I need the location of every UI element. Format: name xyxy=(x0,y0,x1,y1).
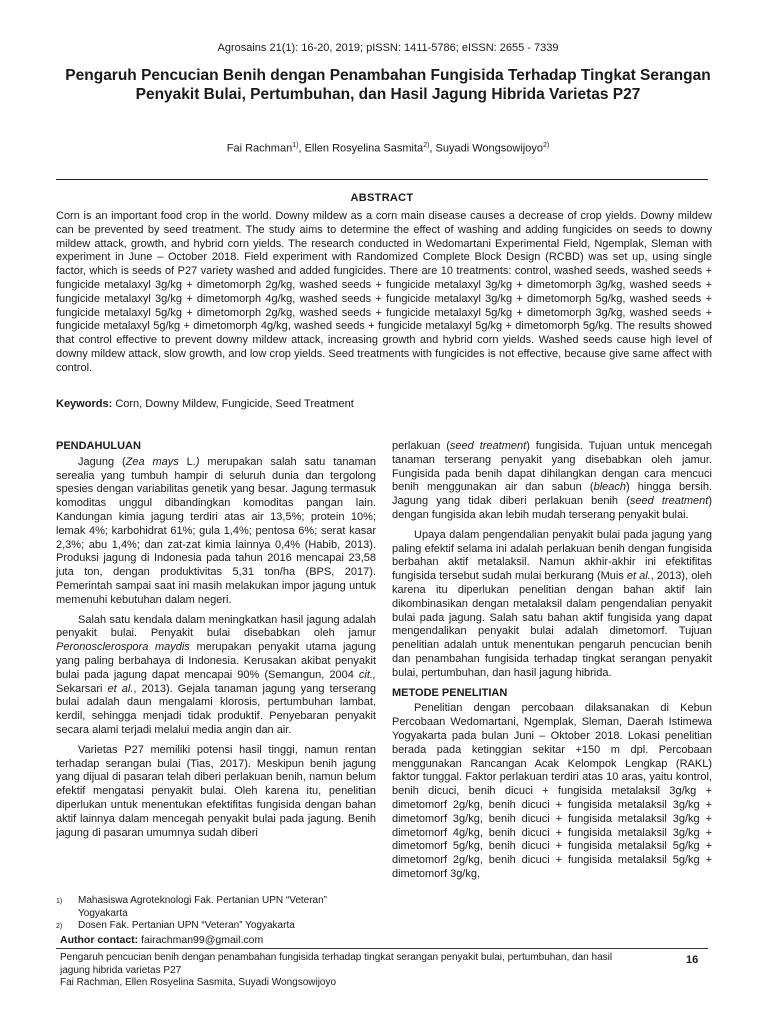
paragraph: Salah satu kendala dalam meningkatkan hasil jagung adalah penyakit bulai. Penyakit bulai disebabkan oleh jamur Peronosclerospora maydis merupakan penyakit utama jagung yang paling berbahaya di Indonesia. Kerusakan akibat penyakit bulai pada jagung dapat mencapai 90% (Semangun, 2004 cit., Sekarsari et al., 2013). Gejala tanaman jagung yang terserang bulai adalah daun mengalami klorosis, pertumbuhan lambat, kerdil, sehingga menjadi tidak produktif. Penyebaran penyakit secara alami terjadi melalui media angin dan air. xyxy=(56,613,376,736)
footnote: 1) Mahasiswa Agroteknologi Fak. Pertanian UPN “Veteran” Yogyakarta xyxy=(56,895,328,919)
keywords-label: Keywords: xyxy=(56,398,113,410)
author-name: Fai Rachman xyxy=(226,142,293,155)
section-heading-metode: METODE PENELITIAN xyxy=(392,686,508,699)
abstract-body: Corn is an important food crop in the world. Downy mildew as a corn main disease causes a decrease of crop yields. Downy mildew can be prevented by seed treatment. The study aims to determine the effect of washing and adding fungicides on seeds to downy mildew attack, growth, and hybrid corn yields. The research conducted in Wedomartani Experimental Field, Ngemplak, Sleman with experiment in June – October 2018. Field experiment with Randomized Complete Block Design (RCBD) was set up, using single factor, which is seeds of P27 variety washed and added fungicides. There are 10 treatments: control, washed seeds, washed seeds + fungicide metalaxyl 3g/kg + dimetomorph 2g/kg, washed seeds + fungicide metalaxyl 3g/kg + dimetomorph 3g/kg, washed seeds + fungicide metalaxyl 3g/kg + dimetomorph 4g/kg, washed seeds + fungicide metalaxyl 3g/kg + dimetomorph 5g/kg, washed seeds + fungicide metalaxyl 5g/kg + dimetomorph 2g/kg, washed seeds + fungicide metalaxyl 5g/kg + dimetomorph 3g/kg, washed seeds + fungicide metalaxyl 5g/kg + dimetomorph 4g/kg, washed seeds + fungicide metalaxyl 5g/kg + dimetomorph 5g/kg. The results showed that control effective to prevent downy mildew attack, increasing growth and hybrid corn yields. Washed seeds cause high level of downy mildew attack, slow growth, and low crop yields. Seed treatments with fungicides is not effective, because give same affect with control. xyxy=(56,210,712,374)
running-footer xyxy=(60,952,620,990)
paragraph: perlakuan (seed treatment) fungisida. Tujuan untuk mencegah tanaman terserang penyakit yang disebabkan oleh jamur. Fungisida pada benih dapat dihilangkan dengan cara mencuci benih menggunakan air dan sabun (bleach) hingga bersih. Jagung yang tidak diberi perlakuan benih (seed treatment) dengan fungisida akan lebih mudah terserang penyakit bulai. xyxy=(392,440,712,521)
page-number: 16 xyxy=(686,954,699,966)
paragraph: Upaya dalam pengendalian penyakit bulai pada jagung yang paling efektif selama ini adalah perlakuan benih dengan fungisida berbahan aktif metalaksil. Namun akhir-akhir ini efektifitas fungisida tersebut sudah mulai berkurang (Muis et al., 2013), oleh karena itu diperlukan penelitian dengan bahan aktif lain dikombinasikan dengan metalaksil dalam pengendalian penyakit bulai pada jagung. Salah satu bahan aktif fungisida yang dapat mengendalikan penyakit bulai adalah dimetomorf. Tujuan penelitian adalah untuk menentukan pengaruh pencucian benih dan penambahan fungisida terhadap tingkat serangan penyakit bulai, pertumbuhan, dan hasil jagung hibrida. xyxy=(392,528,712,679)
left-column xyxy=(56,440,376,846)
footnote: 2) Dosen Fak. Pertanian UPN “Veteran” Yogyakarta xyxy=(56,920,295,931)
author-email: fairachman99@gmail.com xyxy=(141,934,264,946)
abstract-heading: ABSTRACT xyxy=(350,192,414,204)
footer-authors: Fai Rachman, Ellen Rosyelina Sasmita, Suyadi Wongsowijoyo xyxy=(60,977,337,988)
affiliation-mark: 2) xyxy=(423,142,430,149)
author-name: Suyadi Wongsowijoyo xyxy=(435,142,543,155)
author-list: Fai Rachman$^{1)}$, Ellen Rosyelina Sasmita$^{2)}$, Suyadi Wongsowijoyo$^{2)}$ xyxy=(226,142,550,155)
footer-citation: Pengaruh pencucian benih dengan penambahan fungisida terhadap tingkat serangan penyakit bulai, pertumbuhan, dan hasil jagung hibrida varietas P27 xyxy=(60,952,613,976)
paragraph: Jagung (Zea mays L.) merupakan salah satu tanaman serealia yang tumbuh hampir di seluruh dunia dan tergolong spesies dengan variabilitas genetik yang besar. Jagung termasuk komoditas unggul dibandingkan komoditas pangan lain. Kandungan kimia jagung terdiri atas air 13,5%; protein 10%; lemak 4%; karbohidrat 61%; gula 1,4%; pentosa 6%; serat kasar 2,3%; abu 1,4%; dan zat-zat kimia lainnya 0,4% (Habib, 2013). Produksi jagung di Indonesia pada tahun 2016 mencapai 23,58 juta ton, dengan produktivitas 5,31 ton/ha (BPS, 2017). Pemerintah sampai saat ini masih melakukan impor jagung untuk memenuhi kebutuhan dalam negeri. xyxy=(56,455,376,606)
section-heading-pendahuluan: PENDAHULUAN xyxy=(56,440,141,452)
affiliation-mark: 1) xyxy=(292,142,299,149)
journal-citation-line: Agrosains 21(1): 16-20, 2019; pISSN: 1411-5786; eISSN: 2655 - 7339 xyxy=(217,42,559,54)
footnotes xyxy=(56,895,376,934)
footer-divider xyxy=(56,948,708,949)
author-name: Ellen Rosyelina Sasmita xyxy=(304,142,424,155)
author-contact xyxy=(60,934,263,946)
paper-title: Pengaruh Pencucian Benih dengan Penambahan Fungisida Terhadap Tingkat Serangan Penyakit Bulai, Pertumbuhan, dan Hasil Jagung Hibrida Varietas P27 xyxy=(65,67,711,103)
keywords-line xyxy=(56,398,712,410)
paragraph: Varietas P27 memiliki potensi hasil tinggi, namun rentan terhadap serangan bulai (Tias, 2017). Meskipun benih jagung yang dijual di pasaran telah diberi perlakuan benih, namun belum efektif mengatasi penyakit bulai. Oleh karena itu, penelitian diperlukan untuk menentukan efektifitas fungisida dengan bahan aktif lainnya dalam mencegah penyakit bulai pada jagung. Benih jagung di pasaran umumnya sudah diberi xyxy=(56,743,376,839)
header-divider xyxy=(56,179,708,180)
affiliation-mark: 2) xyxy=(542,142,550,149)
keywords-list: Corn, Downy Mildew, Fungicide, Seed Treatment xyxy=(115,398,354,410)
author-contact-label: Author contact: xyxy=(60,934,139,946)
right-column xyxy=(392,440,712,888)
paragraph: Penelitian dengan percobaan dilaksanakan di Kebun Percobaan Wedomartani, Ngemplak, Sleman, Daerah Istimewa Yogyakarta pada bulan Juni – Oktober 2018. Lokasi penelitian berada pada ketinggian sekitar +150 m dpl. Percobaan menggunakan Rancangan Acak Kelompok Lengkap (RAKL) faktor tunggal. Faktor perlakuan terdiri atas 10 aras, yaitu kontrol, benih dicuci, benih dicuci + fungisida metalaksil 3g/kg + dimetomorf 2g/kg, benih dicuci + fungisida metalaksil 3g/kg + dimetomorf 3g/kg, benih dicuci + fungisida metalaksil 3g/kg + dimetomorf 4g/kg, benih dicuci + fungisida metalaksil 3g/kg + dimetomorf 5g/kg, benih dicuci + fungisida metalaksil 5g/kg + dimetomorf 2g/kg, benih dicuci + fungisida metalaksil 5g/kg + dimetomorf 3g/kg, xyxy=(392,702,712,880)
